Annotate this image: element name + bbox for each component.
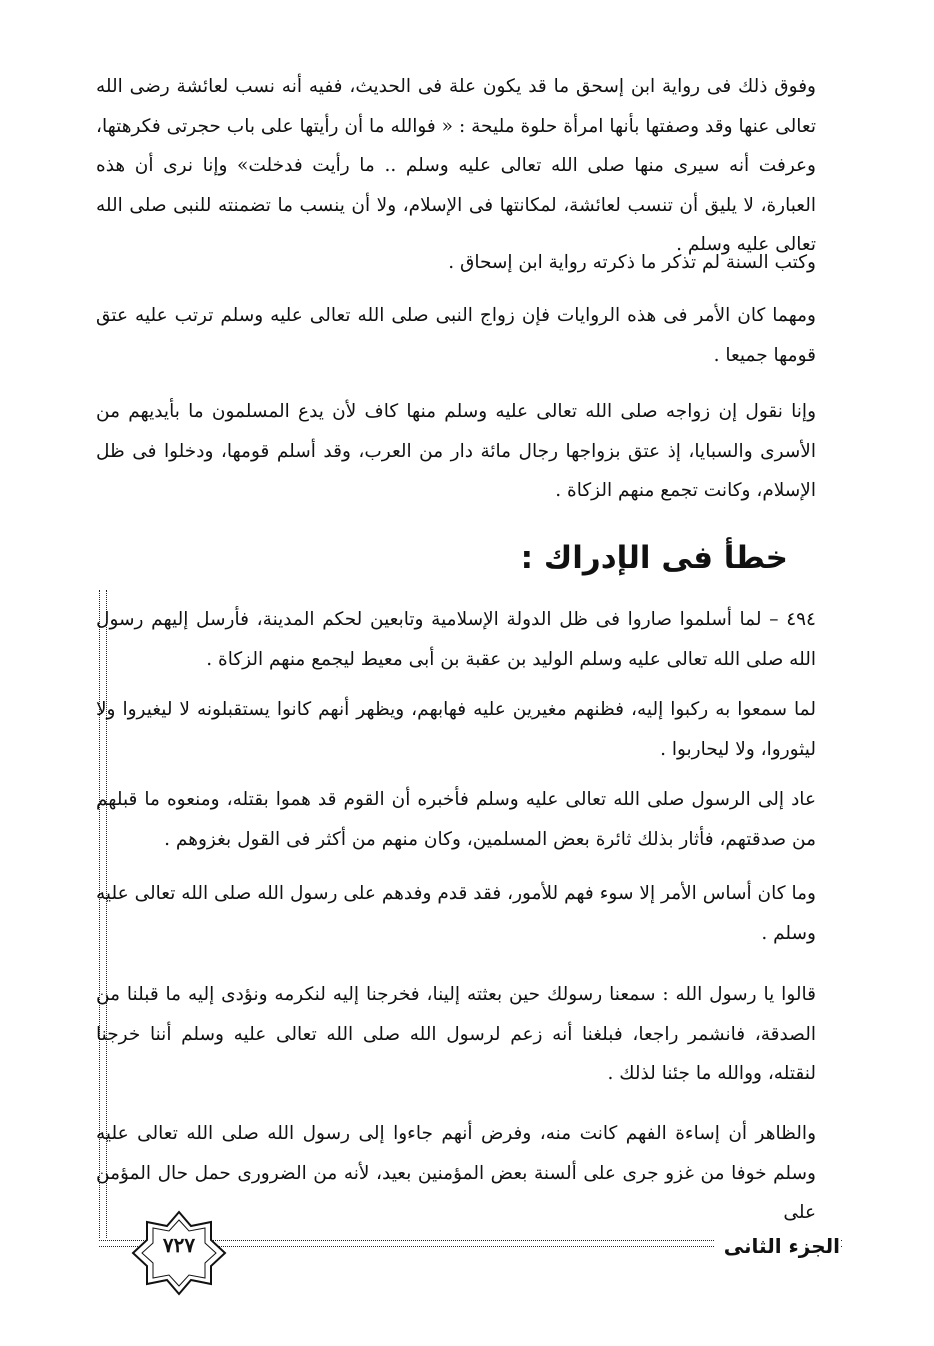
paragraph-4: وإنا نقول إن زواجه صلى الله تعالى عليه وسلم منها كاف لأن يدع المسلمون ما بأيديهم من الأسرى والسبايا، إذ عتق بزواجها رجال مائة دار من العرب، وقد أسلم قومها، ودخلوا فى ظل الإسلام، وكانت تجمع منهم الزكاة .	[96, 401, 816, 501]
paragraph-2: وكتب السنة لم تذكر ما ذكرته رواية ابن إسحاق .	[448, 252, 816, 273]
paragraph-5: ٤٩٤ – لما أسلموا صاروا فى ظل الدولة الإسلامية وتابعين لحكم المدينة، فأرسل إليهم رسول الله صلى الله تعالى عليه وسلم الوليد بن عقبة بن أبى معيط ليجمع منهم الزكاة .	[96, 609, 816, 670]
paragraph-7: عاد إلى الرسول صلى الله تعالى عليه وسلم فأخبره أن القوم قد هموا بقتله، ومنعوه ما قبلهم من صدقتهم، فأثار بذلك ثائرة بعض المسلمين، وكان منهم من أكثر فى القول بغزوهم .	[96, 789, 816, 850]
paragraph-3: ومهما كان الأمر فى هذه الروايات فإن زواج النبى صلى الله تعالى عليه وسلم ترتب عليه عتق قومها جميعا .	[96, 305, 816, 366]
page-number: ٧٢٧	[162, 1233, 196, 1257]
paragraph-8: وما كان أساس الأمر إلا سوء فهم للأمور، فقد قدم وفدهم على رسول الله صلى الله تعالى عليه وسلم .	[96, 883, 816, 944]
volume-label: الجزء الثانى	[714, 1234, 840, 1258]
paragraph-10: والظاهر أن إساءة الفهم كانت منه، وفرض أنهم جاءوا إلى رسول الله صلى الله تعالى عليه وسلم خوفا من غزو جرى على ألسنة بعض المؤمنين بعيد، لأنه من الضرورى حمل حال المؤمن على	[96, 1123, 816, 1223]
paragraph-6: لما سمعوا به ركبوا إليه، فظنهم مغيرين عليه فهابهم، ويظهر أنهم كانوا يستقبلونه لا ليغيروا ولا ليثوروا، ولا ليحاربوا .	[96, 699, 816, 760]
paragraph-1: وفوق ذلك فى رواية ابن إسحق ما قد يكون علة فى الحديث، ففيه أنه نسب لعائشة رضى الله تعالى عنها وقد وصفتها بأنها امرأة حلوة مليحة : « فوالله ما أن رأيتها على باب حجرتى فكرهتها، وعرفت أنه سيرى منها صلى الله تعالى عليه وسلم .. ما رأيت فدخلت» وإنا نرى أن هذه العبارة، لا يليق أن تنسب لعائشة، لمكانتها فى الإسلام، ولا أن ينسب ما تضمنته للنبى صلى الله تعالى عليه وسلم .	[96, 76, 816, 255]
paragraph-9: قالوا يا رسول الله : سمعنا رسولك حين بعثته إلينا، فخرجنا إليه لنكرمه ونؤدى إليه ما قبلنا من الصدقة، فانشمر راجعا، فبلغنا أنه زعم لرسول الله صلى الله تعالى عليه وسلم أننا خرجنا لنقتله، ووالله ما جئنا لذلك .	[96, 984, 816, 1084]
section-heading: خطأ فى الإدراك :	[520, 540, 788, 576]
